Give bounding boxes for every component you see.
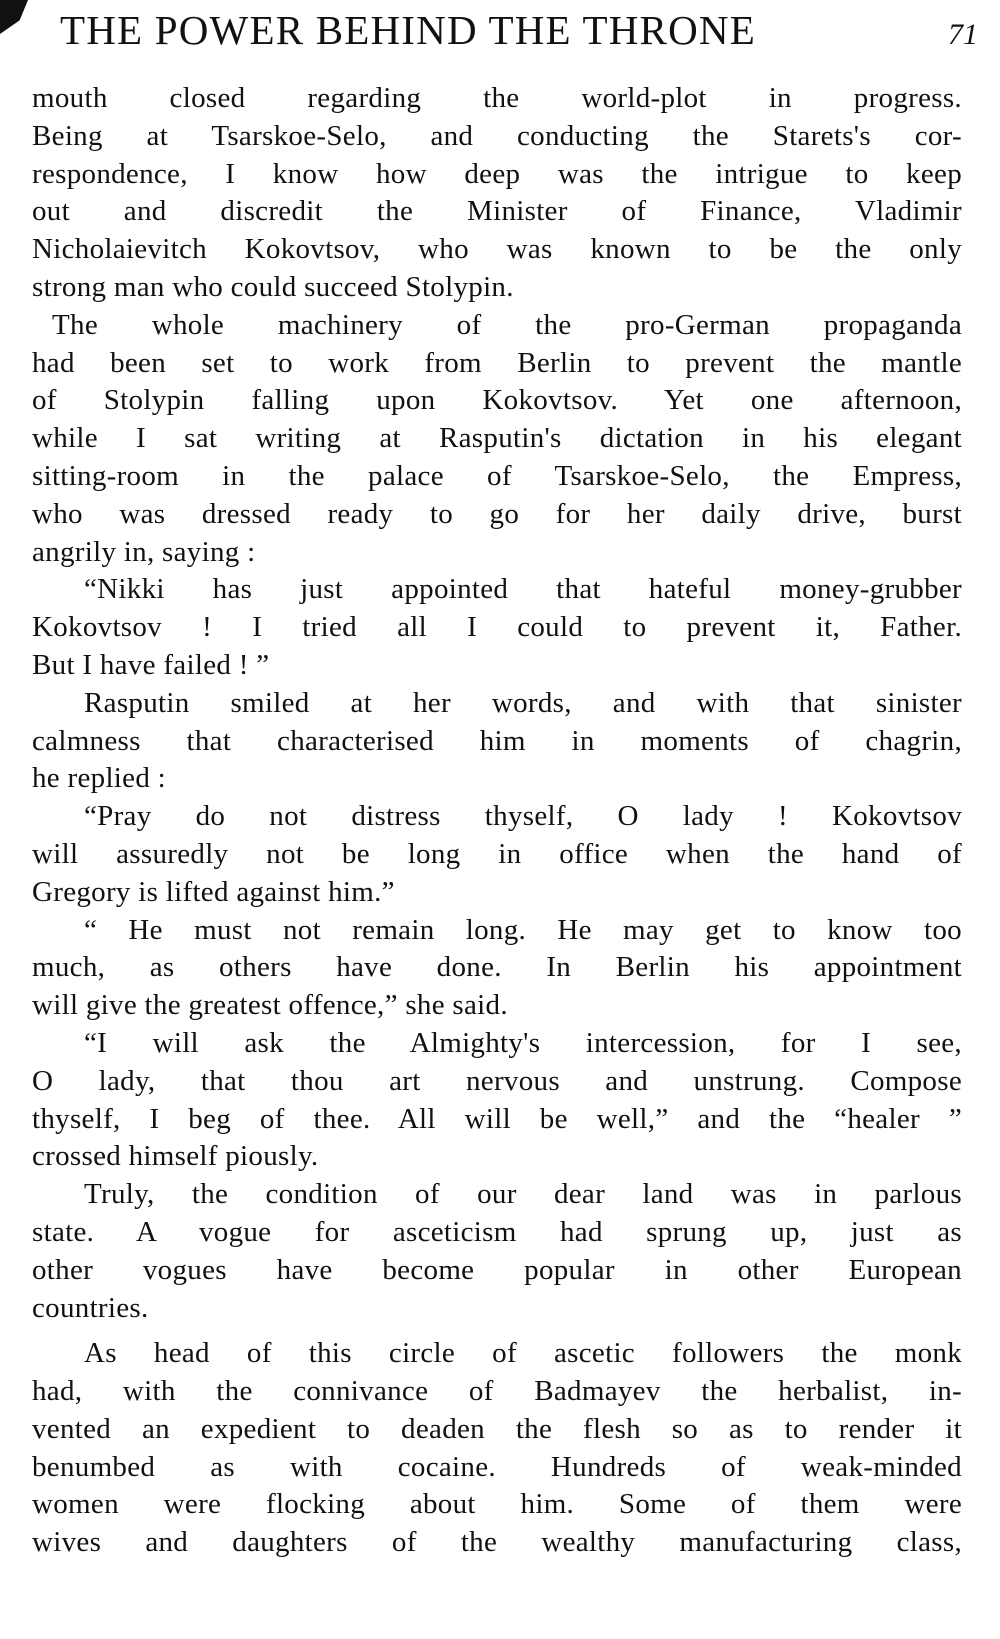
body-text <box>32 80 962 1562</box>
page-number: 71 <box>948 18 978 51</box>
text-line: other vogues have become popular in other European <box>32 1253 962 1286</box>
running-head: THE POWER BEHIND THE THRONE <box>60 7 756 53</box>
text-line: respondence, I know how deep was the intrigue to keep <box>32 157 962 190</box>
text-line: calmness that characterised him in moments of chagrin, <box>32 724 962 757</box>
text-line: mouth closed regarding the world-plot in progress. <box>32 82 962 114</box>
text-line: sitting-room in the palace of Tsarskoe-Selo, the Empress, <box>32 459 962 492</box>
text-line: Kokovtsov ! I tried all I could to prevent it, Father. <box>32 611 962 644</box>
text-line: vented an expedient to deaden the flesh so as to render it <box>32 1412 962 1445</box>
text-line: “Nikki has just appointed that hateful money-grubber <box>84 573 962 606</box>
text-line: women were flocking about him. Some of them were <box>32 1488 962 1521</box>
text-line: countries. <box>32 1291 149 1324</box>
text-line: “ He must not remain long. He may get to know too <box>84 913 962 946</box>
text-line: Gregory is lifted against him.” <box>32 875 395 908</box>
text-line: he replied : <box>32 762 167 795</box>
text-line: out and discredit the Minister of Finance, Vladimir <box>32 195 962 228</box>
scan-corner-mark <box>0 0 28 34</box>
text-line: Being at Tsarskoe-Selo, and conducting the Starets's cor- <box>32 119 962 152</box>
text-line: But I have failed ! ” <box>32 648 270 681</box>
text-line: had been set to work from Berlin to prevent the mantle <box>32 346 962 379</box>
text-line: wives and daughters of the wealthy manufacturing class, <box>32 1526 962 1559</box>
text-line: will give the greatest offence,” she said. <box>32 989 508 1022</box>
page-header <box>60 6 978 66</box>
text-line: had, with the connivance of Badmayev the herbalist, in- <box>32 1375 962 1408</box>
text-line: who was dressed ready to go for her daily drive, burst <box>32 497 962 530</box>
text-line: “Pray do not distress thyself, O lady ! Kokovtsov <box>84 800 962 833</box>
text-line: thyself, I beg of thee. All will be well,” and the “healer ” <box>32 1102 962 1135</box>
text-line: crossed himself piously. <box>32 1140 319 1173</box>
text-line: will assuredly not be long in office when the hand of <box>32 837 962 870</box>
text-line: angrily in, saying : <box>32 535 256 568</box>
text-line: Nicholaievitch Kokovtsov, who was known to be the only <box>32 233 962 266</box>
paragraph-gap <box>32 1327 962 1335</box>
text-line: strong man who could succeed Stolypin. <box>32 270 514 303</box>
text-line: As head of this circle of ascetic followers the monk <box>84 1337 962 1370</box>
text-line: much, as others have done. In Berlin his appointment <box>32 951 962 984</box>
text-line: while I sat writing at Rasputin's dictation in his elegant <box>32 422 962 455</box>
text-line: benumbed as with cocaine. Hundreds of weak-minded <box>32 1450 962 1483</box>
text-line: Rasputin smiled at her words, and with that sinister <box>84 686 962 719</box>
text-line: O lady, that thou art nervous and unstrung. Compose <box>32 1064 962 1097</box>
text-line: of Stolypin falling upon Kokovtsov. Yet one afternoon, <box>32 384 962 417</box>
text-line: state. A vogue for asceticism had sprung up, just as <box>32 1215 962 1248</box>
text-line: The whole machinery of the pro-German propaganda <box>52 308 962 341</box>
text-line: Truly, the condition of our dear land was in parlous <box>84 1178 962 1211</box>
text-line: “I will ask the Almighty's intercession, for I see, <box>84 1026 962 1059</box>
